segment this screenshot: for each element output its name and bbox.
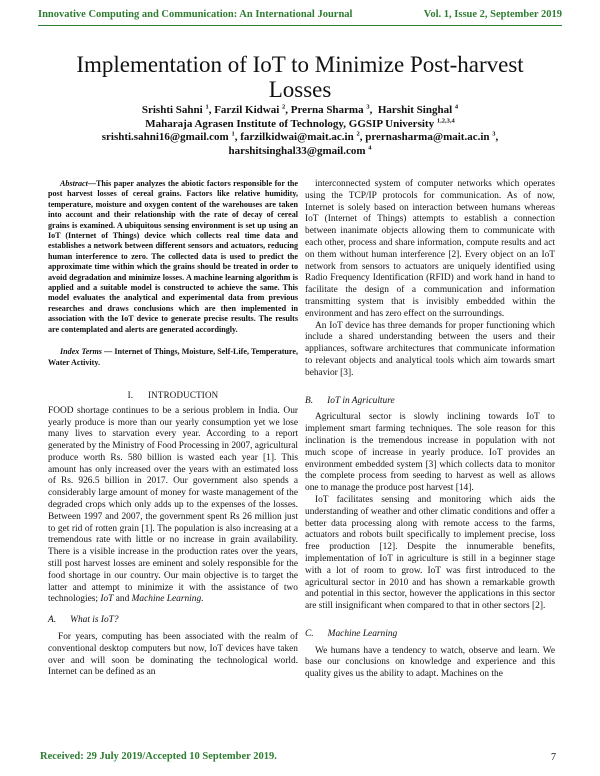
author-block xyxy=(40,104,560,158)
title-line-1: Implementation of IoT to Minimize Post-harvest xyxy=(76,52,524,77)
iot-demands-paragraph: An IoT device has three demands for proper functioning which include a shared understanding between the users and their appliances, software architectures that communicate information to relevant objects and analytical tools which aim towards smart behavior [3]. xyxy=(305,320,555,378)
title-line-2: Losses xyxy=(268,77,332,102)
author-sup: 3 xyxy=(366,103,370,111)
agriculture-paragraph-1: Agricultural sector is slowly inclining towards IoT to implement smart farming techniques. The sole reason for this inclination is the tremendous increase in population with not much scope of increase in yearly produce. IoT provides an environment embedded system [3] which collects data to monitor the complete process from seeding to harvest as well as allows one to manage the produce post harvest [14]. xyxy=(305,412,555,494)
abstract xyxy=(48,179,298,335)
agriculture-paragraph-2: IoT facilitates sensing and monitoring which aids the understanding of weather and other climatic conditions and offer a better data processing along with remote access to the farms, actuators and robots built specifically to implement precise, loss free production [12]. Despite the innumerable benefits, implementation of IoT in agriculture is still in a beginner stage with a lot of room to grow. IoT was first introduced to the agricultural sector in 2010 and has shown a remarkable growth and potential in this sector, however the applications in this sector are still insignificant when compared to that in other sectors [2]. xyxy=(305,494,555,612)
author-name: Harshit Singhal xyxy=(377,104,453,116)
email: harshitsinghal33@gmail.com xyxy=(228,144,366,157)
journal-name: Innovative Computing and Communication: An International Journal xyxy=(38,9,353,20)
paper-title xyxy=(40,52,560,102)
received-date: Received: 29 July 2019/Accepted 10 September 2019. xyxy=(40,751,277,762)
author-sup: 2 xyxy=(282,103,286,111)
email: farzilkidwai@mait.ac.in xyxy=(240,131,354,144)
iot-paragraph-continued: interconnected system of computer networks which operates using the TCP/IP protocols for communication. As of now, Internet is solely based on interaction between humans whereas IoT (Internet of Things) attempts to establish a connection between inanimate objects allowing them to communicate with each other, process and share information, compute results and act on them without human interference [2]. Every object on an IoT network from sensors to actuators are uniquely identified using Radio Frequency Identification (RFID) and work hand in hand to facilitate the design of a communication and information transmitting system that is invisibly embedded within the environment and has zero effect on the surroundings. xyxy=(305,179,555,319)
intro-paragraph: FOOD shortage continues to be a serious problem in India. Our yearly produce is more than our yearly consumption yet we lose many lives to starvation every year. According to a report generated by the Ministry of Food Processing in 2007, agricultural produce worth Rs. 580 billion is wasted each year [1]. This amount has only increased over the years with an estimated loss of Rs. 926.5 billion in 2017. Our government also spends a considerably large amount of money for waste management of the degraded crops which only adds up to the expenses of the losses. Between 1997 and 2007, the government spent Rs 26 million just to get rid of rotten grain [1]. The population is also increasing at a tremendous rate with little or no increase in grain availability. There is a visible increase in the production rates over the years, still post harvest losses are eminent and solely responsible for the food shortage in our country. Our main objective is to target the latter and attempt to minimize it with the assistance of two technologies; IoT and Machine Learning. xyxy=(48,405,298,605)
left-column xyxy=(48,179,298,679)
author-names: Srishti Sahni $^1$, Farzil Kidwai $^2$, Prerna Sharma $^3$, Harshit Singhal $^4$ xyxy=(141,103,459,116)
author-emails: srishti.sahni16@gmail.com $^1$, farzilkidwai@mait.ac.in $^2$, prernasharma@mait.ac.in $^3$, xyxy=(101,130,499,144)
header-rule xyxy=(38,25,562,26)
subsection-heading-what-is-iot: A. What is IoT? xyxy=(48,615,119,626)
author-sup: 1 xyxy=(205,103,209,111)
index-terms-label: Index Terms xyxy=(60,347,102,357)
machine-learning-paragraph: We humans have a tendency to watch, observe and learn. We base our conclusions on knowledge and experience and this quality gives us the ability to adapt. Machines on the xyxy=(305,645,555,680)
journal-header xyxy=(38,9,562,23)
subsection-heading-iot-in-agriculture: B. IoT in Agriculture xyxy=(305,395,395,406)
author-name: Srishti Sahni xyxy=(141,104,203,116)
what-is-iot-paragraph: For years, computing has been associated with the realm of conventional desktop computers but now, IoT devices have taken over and will soon be dominating the technological world. Internet can be defined as an xyxy=(48,632,298,678)
institution: Maharaja Agrasen Institute of Technology, GGSIP University $^{1,2,3,4}$ xyxy=(145,116,455,130)
email: srishti.sahni16@gmail.com xyxy=(101,131,229,144)
author-name: Farzil Kidwai xyxy=(214,104,280,116)
email: prernasharma@mait.ac.in xyxy=(365,131,490,144)
index-terms xyxy=(48,347,298,368)
section-heading-introduction: I. INTRODUCTION xyxy=(127,389,219,400)
author-emails-line-2: harshitsinghal33@gmail.com $^4$ xyxy=(228,144,372,157)
institution-sup: 1,2,3,4 xyxy=(436,116,455,124)
abstract-text: —This paper analyzes the abiotic factors responsible for the post harvest losses of cereal grains. Factors like relative humidity, temperature, moisture and oxygen content of the warehouses are taken into account and their relationship with the rate of decay of cereal grains is examined. A ubiquitous sensing environment is set up using an IoT (Internet of Things) device which collects real time data and establishes a network between different sensors and actuators, reducing human interference to zero. The collected data is used to predict the approximate time within which the grains should be treated in order to avoid degradation and minimize losses. A machine learning algorithm is applied and a suitable model is constructed to achieve the same. This model evaluates the analytical and experimental data from previous researches and draws conclusions which are then implemented in association with the IoT device to generate precise results. The results are contemplated and alerts are generated accordingly. xyxy=(48,179,298,334)
journal-volume: Vol. 1, Issue 2, September 2019 xyxy=(423,9,562,20)
right-column xyxy=(305,179,555,681)
index-terms-text: — Internet of Things, Moisture, Self-Life, Temperature, Water Activity. xyxy=(48,347,298,367)
page-number: 7 xyxy=(551,752,556,763)
abstract-label: Abstract xyxy=(60,179,88,188)
subsection-heading-machine-learning: C. Machine Learning xyxy=(305,628,398,639)
author-name: Prerna Sharma xyxy=(290,104,364,116)
author-sup: 4 xyxy=(454,103,459,111)
